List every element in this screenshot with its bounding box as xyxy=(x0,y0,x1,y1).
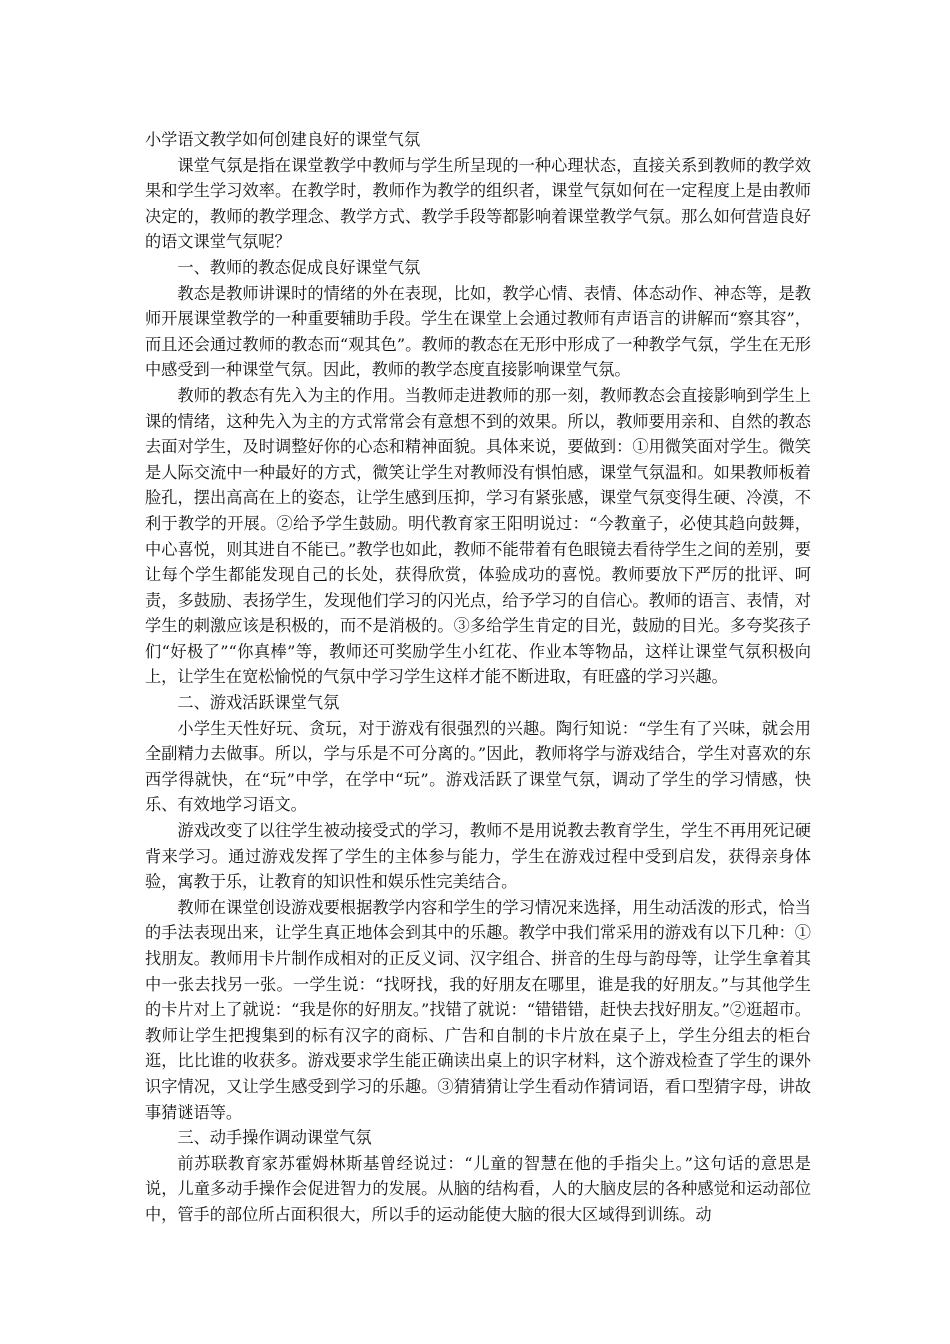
paragraph-teaching-manner: 教态是教师讲课时的情绪的外在表现，比如，教学心情、表情、体态动作、神态等，是教师开展课堂教学的一种重要辅助手段。学生在课堂上会通过教师有声语言的讲解而“察其容”，而且还会通过教师的教态而“观其色”。教师的教态在无形中形成了一种教学气氛，学生在无形中感受到一种课堂气氛。因此，教师的教学态度直接影响课堂气氛。 xyxy=(145,283,811,380)
paragraph-intro: 课堂气氛是指在课堂教学中教师与学生所呈现的一种心理状态，直接关系到教师的教学效果和学生学习效率。在教学时，教师作为教学的组织者，课堂气氛如何在一定程度上是由教师决定的，教师的教学理念、教学方式、教学手段等都影响着课堂教学气氛。那么如何营造良好的语文课堂气氛呢？ xyxy=(145,155,811,252)
paragraph-game-change: 游戏改变了以往学生被动接受式的学习，教师不是用说教去教育学生，学生不再用死记硬背来学习。通过游戏发挥了学生的主体参与能力，学生在游戏过程中受到启发，获得亲身体验，寓教于乐，让教育的知识性和娱乐性完美结合。 xyxy=(145,821,811,892)
paragraph-hands-on: 前苏联教育家苏霍姆林斯基曾经说过：“儿童的智慧在他的手指尖上。”这句话的意思是说，儿童多动手操作会促进智力的发展。从脑的结构看，人的大脑皮层的各种感觉和运动部位中，管手的部位所占面积很大，所以手的运动能使大脑的很大区域得到训练。动 xyxy=(145,1153,811,1224)
section-heading-3: 三、动手操作调动课堂气氛 xyxy=(177,1128,372,1148)
paragraph-game-types: 教师在课堂创设游戏要根据教学内容和学生的学习情况来选择，用生动活泼的形式，恰当的手法表现出来，让学生真正地体会到其中的乐趣。教学中我们常采用的游戏有以下几种：①找朋友。教师用卡片制作成相对的正反义词、汉字组合、拼音的生母与韵母等，让学生拿着其中一张去找另一张。一学生说：“找呀找，我的好朋友在哪里，谁是我的好朋友。”与其他学生的卡片对上了就说：“我是你的好朋友。”找错了就说：“错错错，赶快去找好朋友。”②逛超市。教师让学生把搜集到的标有汉字的商标、广告和自制的卡片放在桌子上，学生分组去的柜台逛，比比谁的收获多。游戏要求学生能正确读出桌上的识字材料，这个游戏检查了学生的课外识字情况，又让学生感受到学习的乐趣。③猜猜猜让学生看动作猜词语，看口型猜字母，讲故事猜谜语等。 xyxy=(145,897,811,1122)
paragraph-first-impression: 教师的教态有先入为主的作用。当教师走进教师的那一刻，教师教态会直接影响到学生上课的情绪，这种先入为主的方式常常会有意想不到的效果。所以，教师要用亲和、自然的教态去面对学生，及时调整好你的心态和精神面貌。具体来说，要做到：①用微笑面对学生。微笑是人际交流中一种最好的方式，微笑让学生对教师没有惧怕感，课堂气氛温和。如果教师板着脸孔，摆出高高在上的姿态，让学生感到压抑，学习有紧张感，课堂气氛变得生硬、冷漠，不利于教学的开展。②给予学生鼓励。明代教育家王阳明说过：“今教童子，必使其趋向鼓舞，中心喜悦，则其进自不能已。”教学也如此，教师不能带着有色眼镜去看待学生之间的差别，要让每个学生都能发现自己的长处，获得欣赏，体验成功的喜悦。教师要放下严厉的批评、呵责，多鼓励、表扬学生，发现他们学习的闪光点，给予学习的自信心。教师的语言、表情，对学生的刺激应该是积极的，而不是消极的。③多给学生肯定的目光，鼓励的目光。多夸奖孩子们“好极了”“你真棒”等，教师还可奖励学生小红花、作业本等物品，这样让课堂气氛积极向上，让学生在宽松愉悦的气氛中学习学生这样才能不断进取，有旺盛的学习兴趣。 xyxy=(145,385,811,687)
section-heading-2: 二、游戏活跃课堂气氛 xyxy=(177,693,340,713)
paragraph-play-nature: 小学生天性好玩、贪玩，对于游戏有很强烈的兴趣。陶行知说：“学生有了兴味，就会用全副精力去做事。所以，学与乐是不可分离的。”因此，教师将学与游戏结合，学生对喜欢的东西学得就快，在“玩”中学，在学中“玩”。游戏活跃了课堂气氛，调动了学生的学习情感，快乐、有效地学习语文。 xyxy=(145,718,811,815)
document-page xyxy=(145,127,811,1228)
document-title: 小学语文教学如何创建良好的课堂气氛 xyxy=(145,130,421,149)
section-heading-1: 一、教师的教态促成良好课堂气氛 xyxy=(177,257,421,277)
